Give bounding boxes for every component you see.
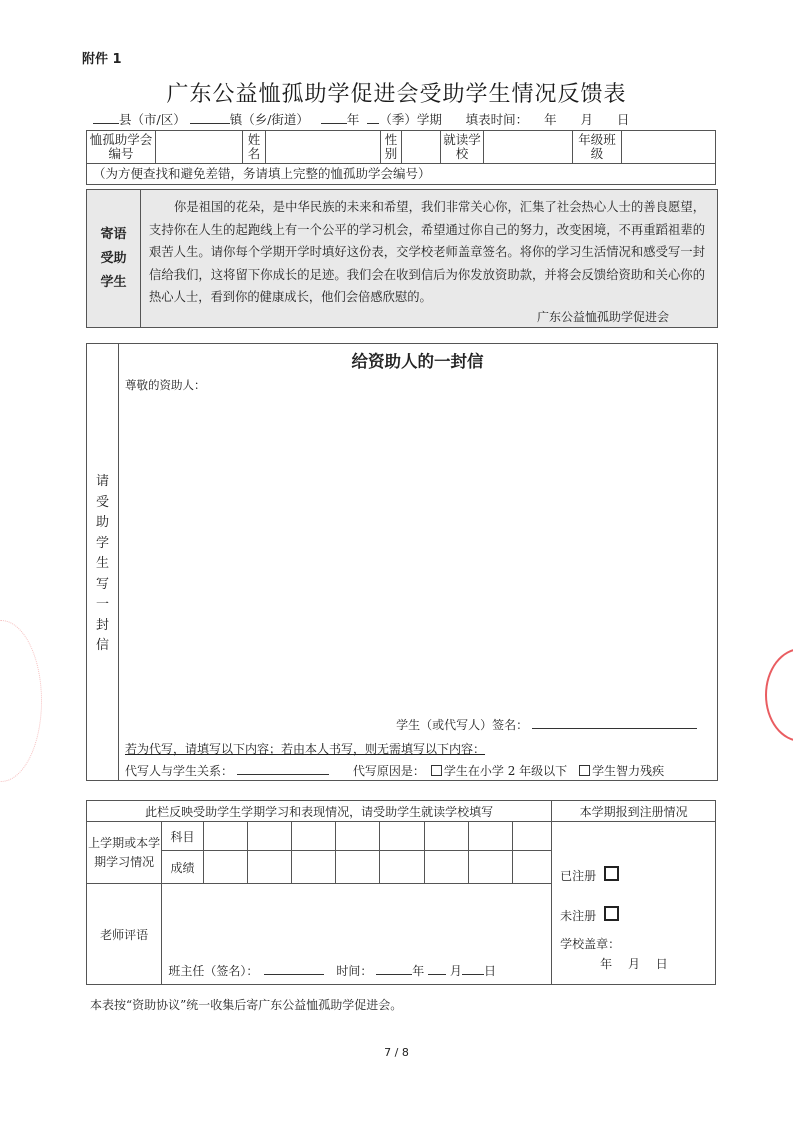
message-signature: 广东公益恤孤助学促进会	[536, 310, 669, 324]
not-registered-row	[560, 906, 619, 924]
student-signature-line	[396, 716, 697, 733]
score-cell[interactable]	[203, 851, 247, 884]
town-blank[interactable]	[190, 111, 230, 124]
score-cell[interactable]	[247, 851, 291, 884]
side-char: 学	[95, 535, 109, 551]
id-field[interactable]	[156, 131, 243, 164]
subject-cell[interactable]	[247, 822, 291, 851]
message-body: 你是祖国的花朵，是中华民族的未来和希望，我们非常关心你，汇集了社会热心人士的善良愿望，支持你在人生的起跑线上有一个公平的学习机会，希望通过你自己的努力，改变困境，不再重蹈祖辈的艰苦人生。请你每个学期开学时填好这份表，交学校老师盖章签名。将你的学习生活情况和感受写一封信给我们，这将留下你成长的足迹。我们会在收到信后为你发放资助款，并将会反馈给资助和关心你的热心人士，看到你的健康成长，他们会倍感欣慰的。	[149, 200, 705, 304]
checkbox-disability[interactable]	[579, 765, 590, 776]
checkbox-under-grade2[interactable]	[431, 765, 442, 776]
letter-title: 给资助人的一封信	[351, 352, 484, 371]
relation-label: 代写人与学生关系：	[125, 764, 234, 778]
season-blank[interactable]	[367, 111, 379, 124]
not-registered-label: 未注册	[560, 909, 597, 923]
not-registered-checkbox[interactable]	[604, 906, 619, 921]
gender-label: 性别	[381, 131, 402, 164]
signature-label: 学生（或代写人）签名：	[396, 718, 529, 732]
town-label: 镇（乡/街道）	[229, 112, 309, 127]
subject-cell[interactable]	[380, 822, 424, 851]
study-label: 上学期或本学期学习情况	[87, 822, 162, 884]
season-label: （季）学期	[379, 112, 442, 127]
score-label: 成绩	[162, 851, 203, 884]
signature-field[interactable]	[532, 716, 697, 729]
form-title: 广东公益恤孤助学促进会受助学生情况反馈表	[166, 82, 627, 107]
fill-time-label: 填表时间：	[465, 112, 529, 127]
grade-label: 年级班级	[573, 131, 622, 164]
side-char: 写	[95, 576, 109, 592]
teacher-comment-cell[interactable]	[162, 884, 552, 985]
school-seal-label: 学校盖章：	[560, 937, 621, 951]
id-note: （为方便查找和避免差错，务请填上完整的恤孤助学会编号）	[87, 164, 716, 185]
registration-cell	[552, 822, 716, 985]
side-char: 封	[95, 617, 109, 633]
time-year: 年	[412, 964, 425, 978]
time-year-field[interactable]	[376, 962, 412, 975]
score-cell[interactable]	[424, 851, 468, 884]
county-blank[interactable]	[93, 111, 119, 124]
student-info-table	[86, 130, 716, 185]
school-label: 就读学校	[441, 131, 484, 164]
school-feedback-table	[86, 800, 716, 985]
side-char: 请	[95, 474, 109, 489]
proxy-note: 若为代写，请填写以下内容；若由本人书写，则无需填写以下内容：	[125, 742, 486, 756]
school-header: 此栏反映受助学生学期学习和表现情况，请受助学生就读学校填写	[87, 801, 552, 822]
message-label-line: 学生	[100, 274, 127, 290]
subject-cell[interactable]	[336, 822, 380, 851]
letter-side-label	[87, 344, 119, 780]
time-day-field[interactable]	[462, 962, 484, 975]
teacher-comment-label: 老师评语	[87, 884, 162, 985]
id-label: 恤孤助学会编号	[87, 131, 156, 164]
subject-cell[interactable]	[512, 822, 551, 851]
score-cell[interactable]	[512, 851, 551, 884]
footer-note: 本表按“资助协议”统一收集后寄广东公益恤孤助学促进会。	[90, 998, 403, 1012]
grade-field[interactable]	[622, 131, 716, 164]
registered-label: 已注册	[560, 869, 597, 883]
year-label: 年	[346, 112, 360, 127]
time-label: 时间：	[336, 964, 373, 978]
proxy-row	[125, 762, 664, 779]
side-char: 受	[95, 494, 109, 510]
side-char: 生	[95, 556, 109, 571]
side-char: 一	[95, 597, 109, 612]
year-blank[interactable]	[321, 111, 347, 124]
fill-day: 日	[616, 112, 630, 127]
subject-cell[interactable]	[468, 822, 512, 851]
time-month: 月	[449, 964, 462, 978]
registered-row	[560, 866, 619, 884]
side-char: 助	[95, 515, 109, 530]
letter-box	[86, 343, 718, 781]
red-stamp-mark-right	[765, 648, 793, 742]
reason-option-grade2: 学生在小学 2 年级以下	[443, 764, 568, 778]
county-label: 县（市/区）	[119, 112, 186, 127]
time-day: 日	[483, 964, 496, 978]
school-field[interactable]	[484, 131, 573, 164]
fill-month: 月	[580, 112, 593, 127]
relation-field[interactable]	[237, 762, 329, 775]
side-char: 信	[95, 638, 109, 653]
message-label	[87, 190, 141, 327]
score-cell[interactable]	[336, 851, 380, 884]
attachment-label: 附件 1	[82, 52, 122, 67]
name-field[interactable]	[266, 131, 381, 164]
teacher-sign-row	[162, 962, 551, 984]
subject-label: 科目	[162, 822, 203, 851]
red-stamp-mark-left	[0, 620, 42, 782]
score-cell[interactable]	[380, 851, 424, 884]
seal-date: 年 月 日	[600, 957, 668, 971]
registration-header: 本学期报到注册情况	[552, 801, 716, 822]
time-month-field[interactable]	[428, 962, 446, 975]
reason-label: 代写原因是：	[352, 764, 419, 778]
gender-field[interactable]	[402, 131, 441, 164]
letter-greeting: 尊敬的资助人：	[125, 378, 206, 392]
score-cell[interactable]	[291, 851, 335, 884]
fill-year: 年	[544, 112, 557, 127]
name-label: 姓名	[243, 131, 266, 164]
message-label-line: 寄语	[100, 226, 127, 242]
subject-cell[interactable]	[291, 822, 335, 851]
reason-option-disability: 学生智力残疾	[592, 764, 665, 778]
teacher-sign-field[interactable]	[264, 962, 324, 975]
page-number: 7 / 8	[384, 1046, 409, 1059]
subject-cell[interactable]	[424, 822, 468, 851]
message-to-student-box	[86, 189, 718, 328]
teacher-sign-label: 班主任（签名）：	[168, 964, 253, 978]
term-info-line	[93, 110, 629, 128]
registered-checkbox[interactable]	[604, 866, 619, 881]
subject-cell[interactable]	[203, 822, 247, 851]
message-label-line: 受助	[100, 250, 127, 266]
score-cell[interactable]	[468, 851, 512, 884]
